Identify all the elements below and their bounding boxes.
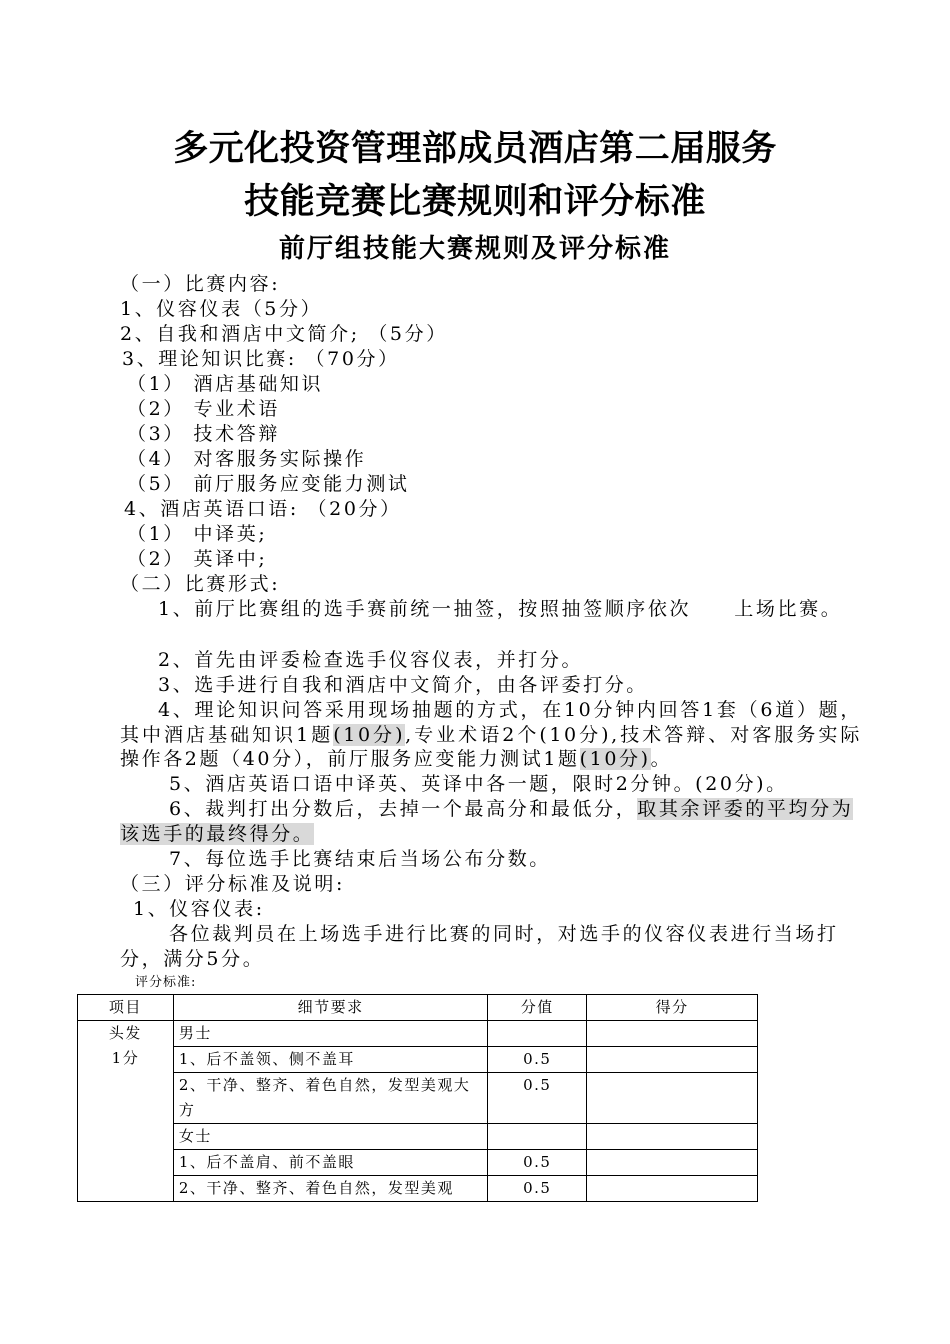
table-row	[78, 1073, 758, 1124]
detail-cell: 2、干净、整齐、着色自然，发型美观大方	[173, 1073, 488, 1124]
value-cell: 0.5	[488, 1047, 587, 1073]
value-cell	[488, 1124, 587, 1150]
score-cell	[587, 1073, 758, 1124]
section2-paragraph-1: 1、前厅比赛组的选手赛前统一抽签，按照抽签顺序依次 上场比赛。	[158, 598, 843, 620]
section1-item: 2、自我和酒店中文简介; （5分）	[120, 323, 448, 345]
value-cell: 0.5	[488, 1176, 587, 1202]
section1-item: （4） 对客服务实际操作	[127, 448, 367, 470]
table-header-cell: 细节要求	[173, 995, 488, 1021]
table-header-row	[78, 995, 758, 1021]
section2-paragraph-7: 7、每位选手比赛结束后当场公布分数。	[169, 848, 551, 870]
subtitle: 前厅组技能大赛规则及评分标准	[278, 234, 671, 264]
section1-item: （3） 技术答辩	[127, 423, 280, 445]
section2-paragraph-4	[120, 698, 862, 772]
highlighted-text: 取其余评委的平均分为该选手的最终得分。	[120, 798, 854, 845]
paragraph-text: 。	[650, 748, 673, 771]
detail-cell: 1、后不盖肩、前不盖眼	[173, 1150, 488, 1176]
item-name: 头发	[108, 1024, 142, 1042]
table-row	[78, 1021, 758, 1047]
section2-paragraph-6	[120, 797, 862, 846]
table-header-cell: 分值	[488, 995, 587, 1021]
highlighted-text: (10分)	[579, 748, 651, 771]
title-line-2: 技能竞赛比赛规则和评分标准	[244, 182, 706, 222]
table-row	[78, 1047, 758, 1073]
section1-heading: （一）比赛内容:	[120, 273, 281, 295]
paragraph-text: 6、裁判打出分数后，去掉一个最高分和最低分，	[169, 798, 638, 820]
table-row	[78, 1124, 758, 1150]
detail-cell: 1、后不盖领、侧不盖耳	[173, 1047, 488, 1073]
section3-subheading: 1、仪容仪表:	[133, 898, 265, 920]
section1-item: 3、理论知识比赛: （70分）	[122, 348, 400, 370]
table-row	[78, 1176, 758, 1202]
section2-heading: （二）比赛形式:	[120, 573, 281, 595]
detail-cell: 女士	[173, 1124, 488, 1150]
title-line-1: 多元化投资管理部成员酒店第二届服务	[173, 129, 777, 169]
section2-paragraph-3: 3、选手进行自我和酒店中文简介，由各评委打分。	[158, 674, 648, 696]
section3-heading: （三）评分标准及说明:	[120, 873, 346, 895]
paragraph-text: 4、理论知识问答采用现场抽题的方式，在10分钟内回答1套（6道）题，其中酒店基础知识1题	[120, 699, 862, 746]
section3-paragraph-1: 各位裁判员在上场选手进行比赛的同时，对选手的仪容仪表进行当场打分，满分5分。	[120, 923, 839, 970]
section1-item: 4、酒店英语口语: （20分）	[124, 498, 402, 520]
scoring-table	[77, 994, 758, 1202]
section1-item: （5） 前厅服务应变能力测试	[127, 473, 410, 495]
highlighted-text: (10分)	[333, 723, 406, 746]
section1-item: （1） 中译英;	[127, 523, 268, 545]
value-cell: 0.5	[488, 1150, 587, 1176]
section2-paragraph-5: 5、酒店英语口语中译英、英译中各一题，限时2分钟。(20分)。	[169, 773, 788, 795]
score-cell	[587, 1176, 758, 1202]
item-score: 1分	[111, 1049, 140, 1067]
item-cell	[78, 1021, 174, 1202]
paragraph-text: ,专业术语2个(10分),技术答辩、对客服务实际操作各2题（40分），前厅服务应变能力测试1题	[120, 723, 862, 771]
section2-paragraph-2: 2、首先由评委检查选手仪容仪表，并打分。	[158, 649, 584, 671]
table-header-cell: 得分	[587, 995, 758, 1021]
score-cell	[587, 1021, 758, 1047]
score-cell	[587, 1047, 758, 1073]
score-cell	[587, 1124, 758, 1150]
table-row	[78, 1150, 758, 1176]
table-label: 评分标准:	[135, 975, 197, 990]
section1-item: 1、仪容仪表（5分）	[120, 298, 323, 320]
detail-cell: 男士	[173, 1021, 488, 1047]
detail-cell: 2、干净、整齐、着色自然，发型美观	[173, 1176, 488, 1202]
score-cell	[587, 1150, 758, 1176]
value-cell	[488, 1021, 587, 1047]
section1-item: （1） 酒店基础知识	[127, 373, 324, 395]
section1-item: （2） 专业术语	[127, 398, 280, 420]
value-cell: 0.5	[488, 1073, 587, 1124]
table-header-cell: 项目	[78, 995, 174, 1021]
section1-item: （2） 英译中;	[127, 548, 268, 570]
